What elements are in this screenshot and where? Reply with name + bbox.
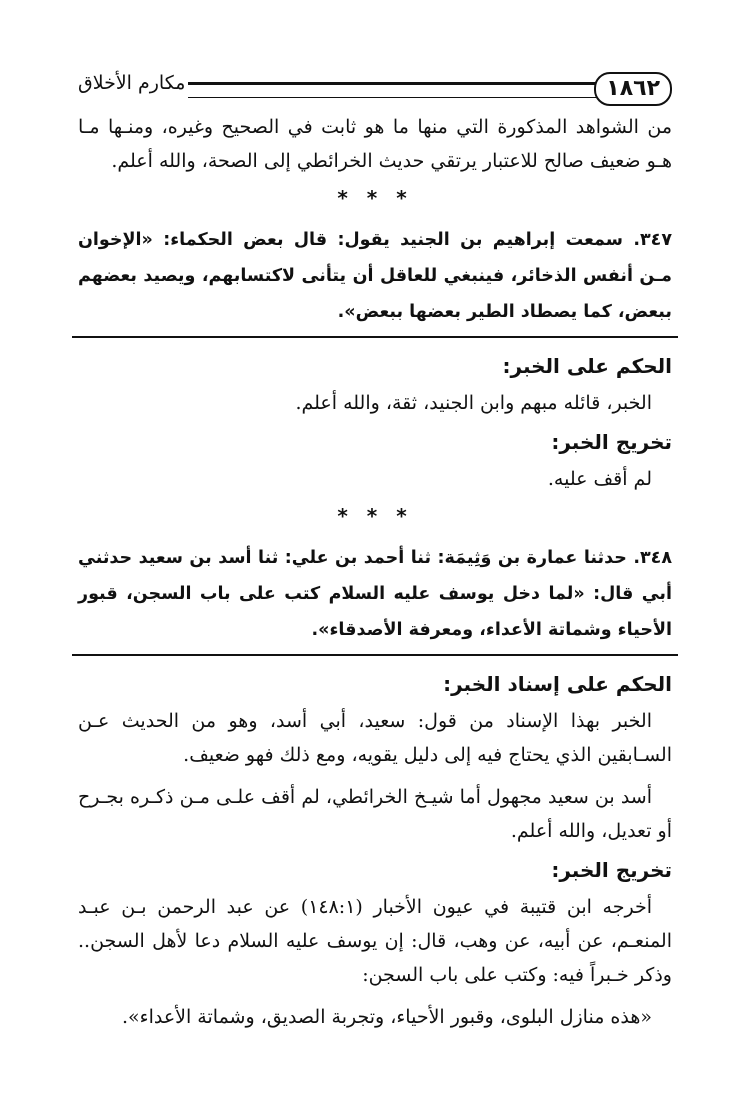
spacer: [78, 772, 672, 780]
section-separator: * * *: [337, 186, 413, 210]
narration-number: ٣٤٧.: [633, 230, 673, 250]
page-body: [78, 110, 672, 1034]
running-title: مكارم الأخلاق: [78, 72, 186, 94]
ruling-text: الخبر، قائله مبهم وابن الجنيد، ثقة، والله أعلم.: [295, 392, 652, 414]
heading-takhrij: تخريج الخبر:: [551, 430, 672, 454]
divider-rule: [72, 336, 678, 338]
ruling-paragraph: الخبر بهذا الإسناد من قول: سعيد، أبي أسد، وهو من الحديث عـن السـابقين الذي يحتاج فيه إلى دليل يقويه، ومع ذلك فهو ضعيف.: [78, 710, 672, 766]
header-rule: [188, 82, 612, 98]
page-header: [78, 70, 672, 110]
heading-takhrij: تخريج الخبر:: [551, 858, 672, 882]
narration-text: حدثنا عمارة بن وَثِيمَة: ثنا أحمد بن علي: ثنا أسد بن سعيد حدثني أبي قال: «لما دخل يوسف عليه السلام كتب على باب السجن، قبور الأحياء وشماتة الأعداء، ومعرفة الأصدقاء».: [78, 548, 672, 640]
narration-text: سمعت إبراهيم بن الجنيد يقول: قال بعض الحكماء: «الإخوان مـن أنفس الذخائر، فينبغي للعاقل أن يتأنى لاكتسابهم، ويصيد بعضهم ببعض، كما يصطاد الطير بعضها ببعض».: [78, 230, 672, 322]
takhrij-paragraph: أخرجه ابن قتيبة في عيون الأخبار (١٤٨:١) عن عبد الرحمن بـن عبـد المنعـم، عن أبيه، عن وهب، قال: إن يوسف عليه السلام دعا لأهل السجن.. وذكر خـبراً فيه: وكتب على باب السجن:: [78, 896, 672, 986]
ruling-paragraph: أسد بن سعيد مجهول أما شيـخ الخرائطي، لم أقف علـى مـن ذكـره بجـرح أو تعديل، والله أعلم.: [78, 786, 672, 842]
intro-paragraph: من الشواهد المذكورة التي منها ما هو ثابت في الصحيح وغيره، ومنـها مـا هـو ضعيف صالح للاعتبار يرتقي حديث الخرائطي إلى الصحة، والله أعلم.: [78, 116, 672, 172]
divider-rule: [72, 654, 678, 656]
spacer: [78, 992, 672, 1000]
page-number: ١٨٦٢: [594, 72, 672, 106]
narration-348: [78, 540, 672, 648]
takhrij-text: لم أقف عليه.: [547, 468, 652, 490]
narration-number: ٣٤٨.: [633, 548, 673, 568]
quoted-inscription: «هذه منازل البلوى، وقبور الأحياء، وتجربة الصديق، وشماتة الأعداء».: [121, 1006, 652, 1028]
heading-ruling-isnad: الحكم على إسناد الخبر:: [443, 672, 672, 696]
heading-ruling: الحكم على الخبر:: [502, 354, 672, 378]
section-separator: * * *: [337, 504, 413, 528]
narration-347: [78, 222, 672, 330]
